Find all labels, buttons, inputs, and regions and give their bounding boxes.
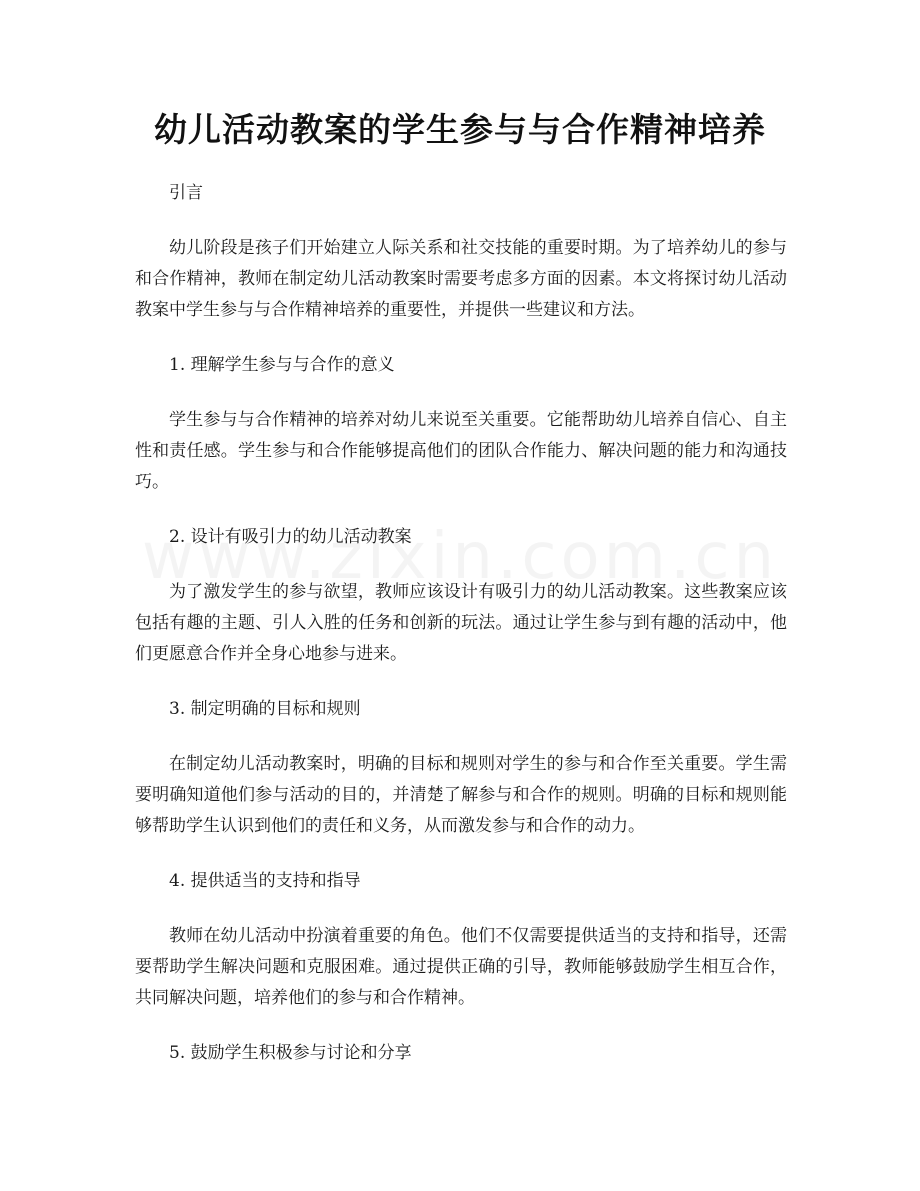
paragraph-intro: 幼儿阶段是孩子们开始建立人际关系和社交技能的重要时期。为了培养幼儿的参与和合作精神，教师在制定幼儿活动教案时需要考虑多方面的因素。本文将探讨幼儿活动教案中学生参与与合作精神培养的重要性，并提供一些建议和方法。 [135, 238, 787, 320]
paragraph-2: 为了激发学生的参与欲望，教师应该设计有吸引力的幼儿活动教案。这些教案应该包括有趣的主题、引人入胜的任务和创新的玩法。通过让学生参与到有趣的活动中，他们更愿意合作并全身心地参与进来。 [135, 582, 787, 664]
section-heading-intro: 引言 [169, 183, 203, 203]
paragraph-4: 教师在幼儿活动中扮演着重要的角色。他们不仅需要提供适当的支持和指导，还需要帮助学生解决问题和克服困难。通过提供正确的引导，教师能够鼓励学生相互合作，共同解决问题，培养他们的参与和合作精神。 [135, 926, 787, 1008]
section-heading-5: 5. 鼓励学生积极参与讨论和分享 [169, 1043, 412, 1063]
section-heading-2: 2. 设计有吸引力的幼儿活动教案 [169, 527, 412, 547]
section-heading-3: 3. 制定明确的目标和规则 [169, 699, 361, 719]
document-body [135, 178, 787, 1069]
paragraph-3: 在制定幼儿活动教案时，明确的目标和规则对学生的参与和合作至关重要。学生需要明确知道他们参与活动的目的，并清楚了解参与和合作的规则。明确的目标和规则能够帮助学生认识到他们的责任和义务，从而激发参与和合作的动力。 [135, 754, 787, 836]
section-heading-1: 1. 理解学生参与与合作的意义 [169, 355, 395, 375]
section-heading-4: 4. 提供适当的支持和指导 [169, 871, 361, 891]
document-title: 幼儿活动教案的学生参与与合作精神培养 [154, 110, 766, 149]
paragraph-1: 学生参与与合作精神的培养对幼儿来说至关重要。它能帮助幼儿培养自信心、自主性和责任感。学生参与和合作能够提高他们的团队合作能力、解决问题的能力和沟通技巧。 [135, 410, 787, 492]
